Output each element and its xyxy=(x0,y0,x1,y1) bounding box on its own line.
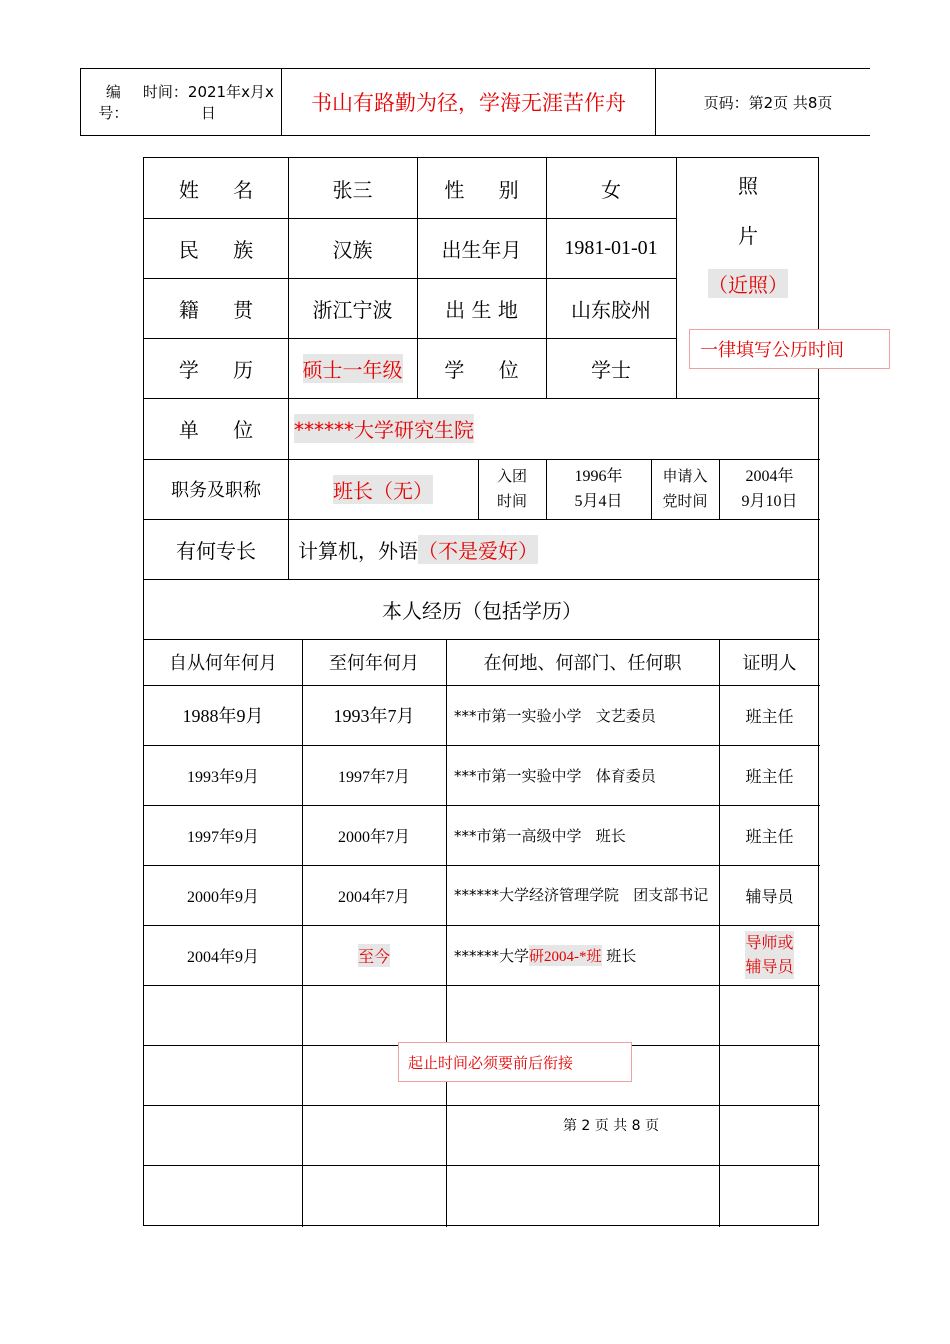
unit-value-wrap xyxy=(294,398,814,459)
exp-to: 2000年7月 xyxy=(337,828,410,846)
exp-witness: 班主任 xyxy=(745,826,794,846)
page-header xyxy=(80,68,870,136)
position-label: 职务及职称 xyxy=(171,480,261,501)
exp-from: 1993年9月 xyxy=(186,768,259,786)
origin-value: 浙江宁波 xyxy=(312,297,393,322)
exp-header-where: 在何地、何部门、任何职 xyxy=(483,653,682,674)
exp-header-to: 至何年何月 xyxy=(329,653,419,674)
exp-from: 1988年9月 xyxy=(182,706,264,726)
education-label: 学 历 xyxy=(178,357,268,382)
unit-value: ******大学研究生院 xyxy=(294,414,474,443)
exp-to: 2004年7月 xyxy=(337,888,410,906)
origin-label: 籍 贯 xyxy=(178,297,268,322)
exp-to: 至今 xyxy=(358,944,390,967)
experience-title: 本人经历（包括学历） xyxy=(382,598,582,623)
exp-where: ***市第一实验小学 文艺委员 xyxy=(454,706,656,725)
ethnicity-value: 汉族 xyxy=(332,237,373,262)
exp-to: 1993年7月 xyxy=(333,706,415,726)
name-value: 张三 xyxy=(332,177,373,202)
page-label: 页码：第2页 共8页 xyxy=(703,93,833,112)
degree-label: 学 位 xyxy=(444,357,533,382)
ethnicity-label: 民 族 xyxy=(178,237,268,262)
exp-witness: 辅导员 xyxy=(745,886,794,906)
position-value: 班长（无） xyxy=(333,475,433,504)
party-label: 申请入 党时间 xyxy=(662,467,708,510)
exp-where: ***市第一高级中学 班长 xyxy=(454,826,626,845)
party-value: 2004年 9月10日 xyxy=(741,468,798,510)
number-label: 编号： xyxy=(98,83,129,122)
table-page-footer: 第 2 页 共 8 页 xyxy=(562,1118,660,1134)
birthplace-label: 出 生 地 xyxy=(445,297,518,322)
birthplace-value: 山东胶州 xyxy=(571,297,651,322)
skill-note: （不是爱好） xyxy=(418,535,538,564)
exp-to: 1997年7月 xyxy=(337,768,410,786)
degree-value: 学士 xyxy=(591,357,631,382)
education-value: 硕士一年级 xyxy=(303,354,403,383)
photo-label-2: 片 xyxy=(738,223,758,248)
exp-header-from: 自从何年何月 xyxy=(169,653,277,674)
league-value: 1996年 5月4日 xyxy=(574,468,623,510)
skill-label: 有何专长 xyxy=(176,538,256,563)
gender-value: 女 xyxy=(601,177,621,202)
skill-value-wrap xyxy=(298,519,814,579)
exp-from: 2000年9月 xyxy=(186,888,259,906)
league-label: 入团 时间 xyxy=(496,467,527,510)
exp-where: ******大学 研2004-*班 班长 xyxy=(454,946,637,965)
photo-label-1: 照 xyxy=(738,173,758,198)
exp-from: 2004年9月 xyxy=(186,948,259,966)
exp-from: 1997年9月 xyxy=(186,828,259,846)
exp-to-wrap xyxy=(302,925,446,985)
motto: 书山有路勤为径，学海无涯苦作舟 xyxy=(282,69,656,135)
exp-witness: 导师或 辅导员 xyxy=(719,925,820,985)
education-value-wrap xyxy=(288,338,417,398)
time-label: 时间：2021年x月x日 xyxy=(142,83,274,122)
birth-value: 1981-01-01 xyxy=(564,236,658,259)
exp-witness: 班主任 xyxy=(745,766,794,786)
unit-label: 单 位 xyxy=(178,418,268,442)
gender-label: 性 别 xyxy=(444,177,533,202)
name-label: 姓 名 xyxy=(178,177,268,202)
skill-value: 计算机，外语 xyxy=(298,538,418,563)
exp-header-witness: 证明人 xyxy=(742,653,797,674)
exp-where: ******大学经济管理学院 团支部书记 xyxy=(454,886,709,904)
note-gregorian: 一律填写公历时间 xyxy=(689,329,890,369)
header-meta xyxy=(81,69,282,135)
exp-witness: 班主任 xyxy=(745,706,794,726)
photo-note-wrap xyxy=(676,266,820,300)
position-value-wrap xyxy=(288,459,478,519)
photo-note: （近照） xyxy=(708,269,788,298)
exp-where: ***市第一实验中学 体育委员 xyxy=(454,766,656,785)
note-continuous: 起止时间必须要前后衔接 xyxy=(398,1042,632,1082)
birth-label: 出生年月 xyxy=(441,237,522,262)
